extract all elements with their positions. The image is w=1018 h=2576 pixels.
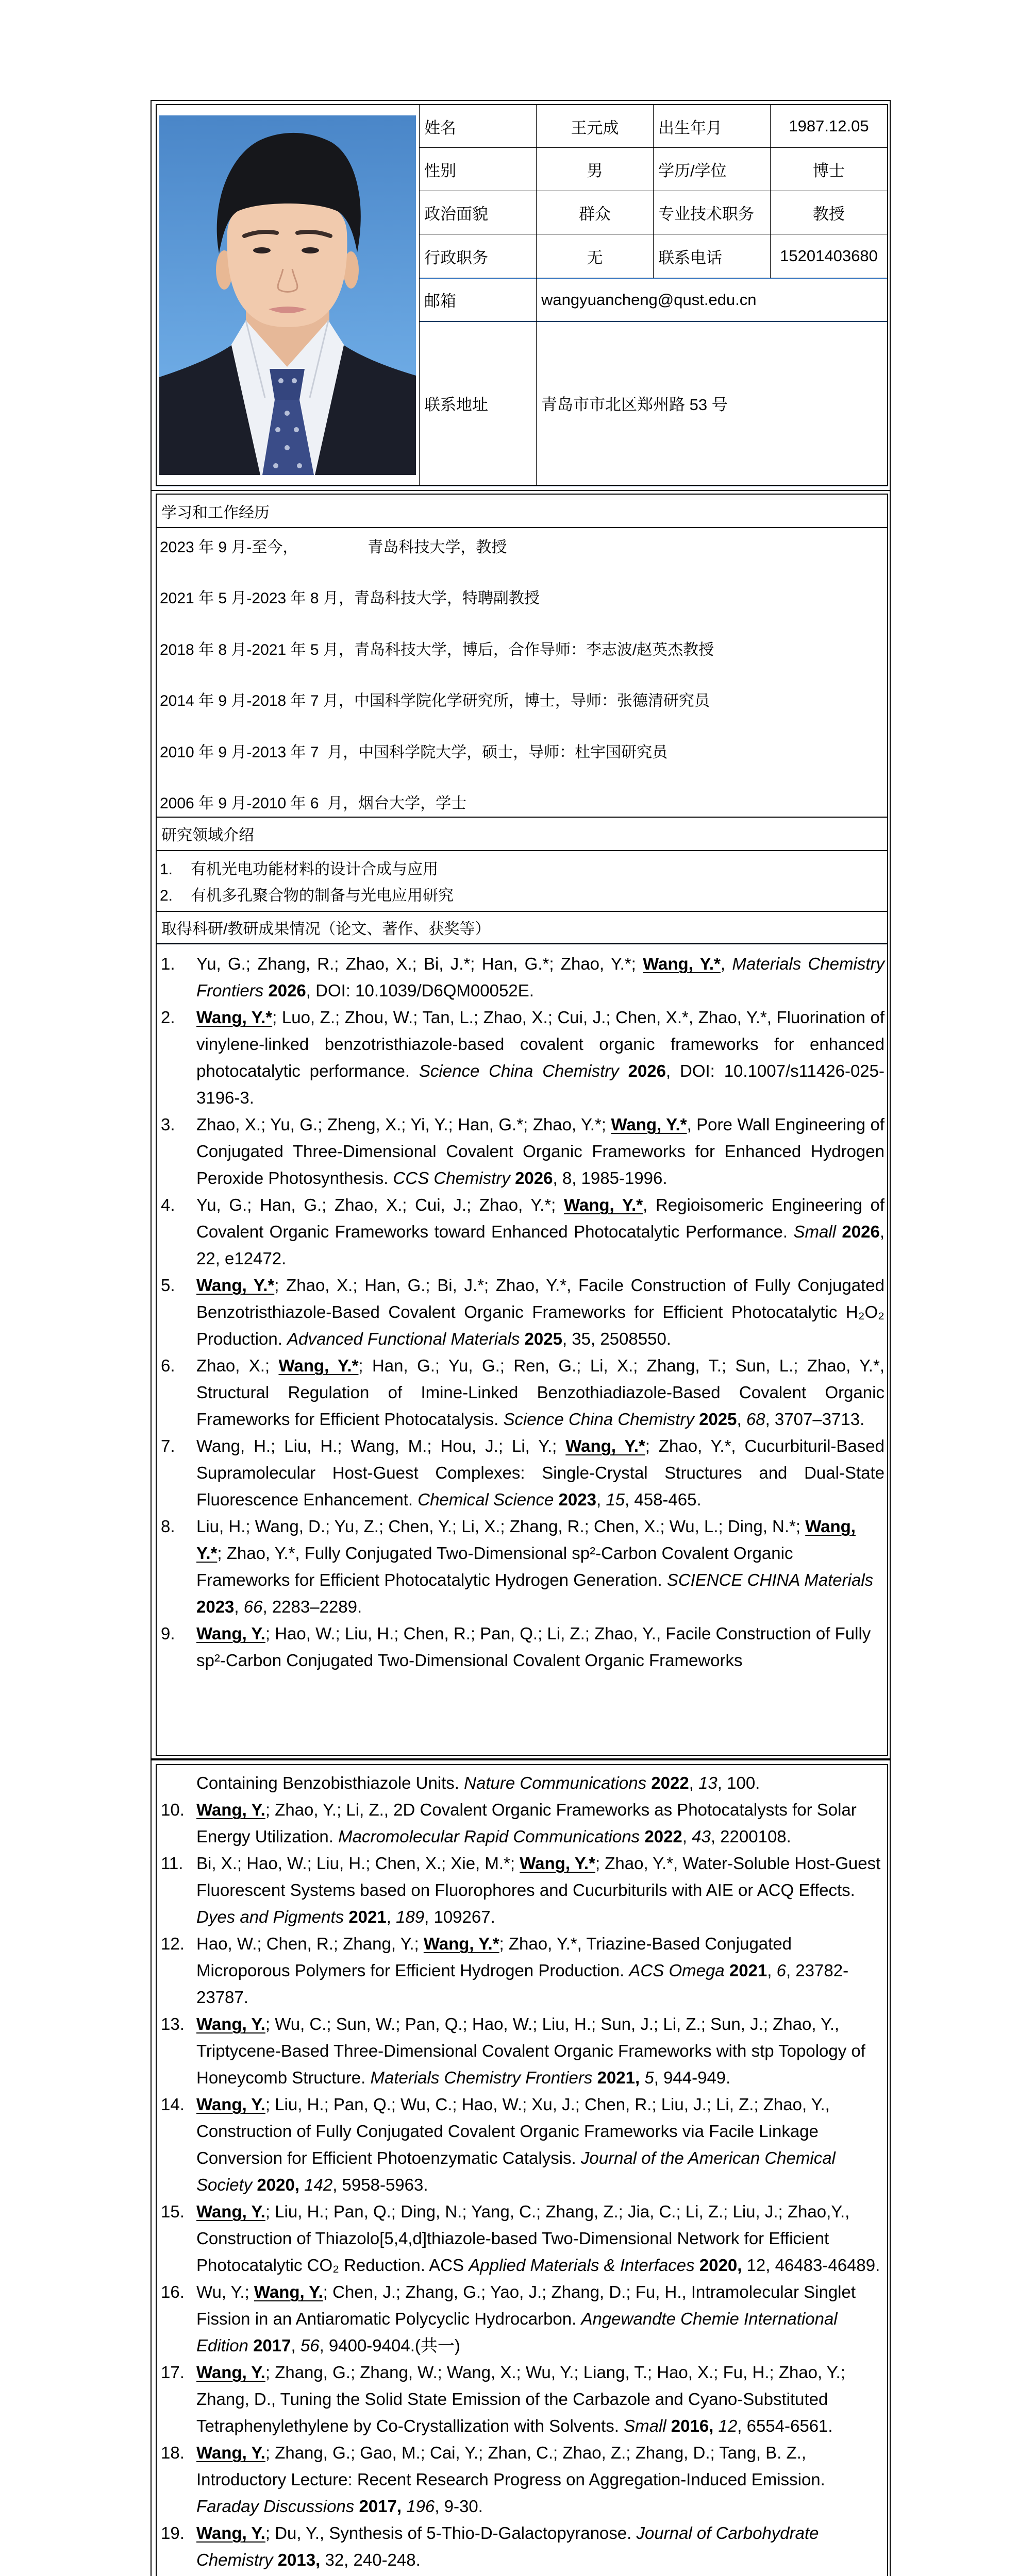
italic-segment: Small: [793, 1222, 836, 1241]
bold-year-segment: 2016,: [671, 2416, 714, 2435]
citation-text: Liu, H.; Wang, D.; Yu, Z.; Chen, Y.; Li, X.; Zhang, R.; Chen, X.; Wu, L.; Ding, N.*;: [196, 1516, 806, 1536]
admin-position-value: 无: [536, 234, 653, 278]
citation-text: ,: [386, 1907, 396, 1926]
italic-segment: Materials Chemistry Frontiers: [196, 954, 885, 1000]
publication-item: [161, 2198, 885, 2279]
citation-text: , 2200108.: [710, 1826, 791, 1846]
publication-list-continued: [161, 1797, 885, 2573]
citation-text: , Pore Wall Engineering of Conjugated Three-Dimensional Covalent Organic Frameworks for Enhanced Hydrogen Peroxide Photosynthesis.: [196, 1114, 885, 1188]
research-list: [157, 851, 887, 912]
citation-text: ; Zhao, X.; Han, G.; Bi, J.*; Zhao, Y.*, Facile Construction of Fully Conjugated Benzotristhiazole-Based Covalent Organic Frameworks for Efficient Photocatalytic H₂O₂ Production.: [196, 1275, 885, 1348]
self-author-highlight: Wang, Y.*: [565, 1436, 645, 1455]
publication-citation: [196, 1770, 885, 1797]
publication-citation: [196, 2011, 885, 2091]
citation-text: Yu, G.; Han, G.; Zhao, X.; Cui, J.; Zhao, Y.*;: [196, 1195, 564, 1214]
publication-item: [161, 1004, 885, 1111]
italic-segment: 142: [304, 2175, 333, 2194]
publication-number: 11.: [161, 1853, 183, 1873]
publication-citation: [196, 1111, 885, 1192]
citation-text: Wang, H.; Liu, H.; Wang, M.; Hou, J.; Li, Y.;: [196, 1436, 566, 1455]
experience-item: 2014 年 9 月-2018 年 7 月，中国科学院化学研究所，博士，导师：张德清研究员: [160, 692, 710, 710]
citation-text: , 458-465.: [625, 1489, 702, 1509]
publication-number: 17.: [161, 2362, 185, 2382]
bold-year-segment: 2026: [628, 1061, 666, 1080]
citation-text: Yu, G.; Zhang, R.; Zhao, X.; Bi, J.*; Han, G.*; Zhao, Y.*;: [196, 954, 643, 973]
self-author-highlight: Wang, Y.: [196, 2443, 265, 2462]
citation-text: ; Zhao, Y.; Li, Z., 2D Covalent Organic Frameworks as Photocatalysts for Solar Energy Utilization.: [196, 1800, 857, 1846]
photo-cell: [157, 105, 419, 485]
item-number: 1.: [160, 860, 173, 878]
publication-citation: [196, 1352, 885, 1433]
citation-text: , DOI: 10.1039/D6QM00052E.: [306, 980, 534, 1000]
publication-citation: [196, 1930, 885, 2011]
bold-year-segment: 2021,: [597, 2067, 640, 2087]
citation-text: , 9-30.: [435, 2496, 483, 2516]
citation-text: , 35, 2508550.: [562, 1329, 671, 1348]
citation-text: 12, 46483-46489.: [742, 2255, 880, 2275]
publication-item: [161, 1433, 885, 1513]
citation-text: [713, 2416, 718, 2435]
citation-text: Containing Benzobisthiazole Units.: [196, 1773, 464, 1792]
bold-year-segment: 2013,: [277, 2550, 321, 2569]
italic-segment: Science China Chemistry: [503, 1409, 694, 1429]
citation-text: , 6554-6561.: [737, 2416, 833, 2435]
publication-list-page-2: [157, 1765, 887, 2576]
publication-item: [161, 1513, 885, 1620]
citation-text: ; Zhang, G.; Gao, M.; Cai, Y.; Zhan, C.; Zhao, Z.; Zhang, D.; Tang, B. Z., Introductory Lecture: Recent Research Progress on Aggregation-Induced Emission.: [196, 2443, 825, 2489]
self-author-highlight: Wang, Y.: [196, 1800, 265, 1819]
citation-text: ; Hao, W.; Liu, H.; Chen, R.; Pan, Q.; Li, Z.; Zhao, Y., Facile Construction of Fully sp²-Carbon Conjugated Two-Dimensional Covalent Organic Frameworks: [196, 1623, 871, 1670]
italic-segment: CCS Chemistry: [393, 1168, 510, 1188]
citation-text: ,: [737, 1409, 746, 1429]
citation-text: ,: [682, 1826, 692, 1846]
italic-segment: Angewandte Chemie International Edition: [196, 2309, 838, 2355]
gender-value: 男: [536, 147, 653, 191]
bold-year-segment: 2020,: [699, 2255, 742, 2275]
italic-segment: 43: [692, 1826, 711, 1846]
citation-text: , 22, e12472.: [196, 1222, 885, 1268]
eye-left: [253, 247, 271, 253]
citation-text: [619, 1061, 628, 1080]
experience-item: 2018 年 8 月-2021 年 5 月，青岛科技大学，博后，合作导师：李志波/赵英杰教授: [160, 641, 714, 658]
birth-label: 出生年月: [653, 105, 770, 147]
self-author-highlight: Wang, Y.: [196, 1623, 265, 1643]
cv-sections-page-1: [156, 494, 888, 1756]
italic-segment: 6: [776, 1960, 786, 1980]
italic-segment: Small: [624, 2416, 666, 2435]
citation-text: ,: [234, 1597, 244, 1616]
citation-text: , 9400-9404.(共一): [319, 2335, 460, 2355]
address-value: 青岛市市北区郑州路 53 号: [536, 321, 887, 485]
experience-title: 学习和工作经历: [157, 495, 887, 528]
publication-citation: [196, 2279, 885, 2359]
citation-text: , DOI: 10.1007/s11426-025-3196-3.: [196, 1061, 885, 1107]
citation-text: Wu, Y.;: [196, 2282, 254, 2301]
citation-text: [554, 1490, 558, 1509]
bold-year-segment: 2022: [651, 1773, 689, 1792]
italic-segment: 189: [396, 1907, 425, 1926]
publication-item: [161, 2520, 885, 2573]
degree-value: 博士: [770, 147, 887, 191]
bold-year-segment: 2021: [729, 1960, 767, 1980]
italic-segment: 5: [644, 2067, 654, 2087]
publication-number: 16.: [161, 2282, 185, 2301]
bold-year-segment: 2017: [253, 2335, 291, 2355]
publication-citation: [196, 2520, 885, 2573]
italic-segment: Faraday Discussions: [196, 2496, 355, 2516]
citation-text: [836, 1222, 842, 1241]
bold-year-segment: 2025: [699, 1409, 737, 1429]
italic-segment: ACS Omega: [629, 1960, 725, 1980]
email-label: 邮箱: [419, 278, 536, 321]
publication-item: [161, 1620, 885, 1674]
publication-citation: [196, 951, 885, 1004]
citation-text: , 8, 1985-1996.: [553, 1168, 667, 1188]
portrait-photo: [159, 115, 416, 475]
citation-text: ; Zhang, G.; Zhang, W.; Wang, X.; Wu, Y.; Liang, T.; Hao, X.; Fu, H.; Zhao, Y.; Zhang, D., Tuning the Solid State Emission of the Carbazole and Cyano-Substituted Tetraphenylethylene by Co-Crystallization with Solvents.: [196, 2362, 845, 2435]
citation-text: ; Liu, H.; Pan, Q.; Wu, C.; Hao, W.; Xu, J.; Chen, R.; Liu, J.; Li, Z.; Zhao, Y., Construction of Fully Conjugated Covalent Organic Frameworks via Facile Linkage Conversion for Efficient Photoenzymatic Catalysis.: [196, 2094, 830, 2167]
bold-year-segment: 2026: [842, 1222, 880, 1241]
publication-item: [161, 2359, 885, 2439]
self-author-highlight: Wang, Y.*: [611, 1114, 687, 1134]
citation-text: ; Zhao, Y.*, Triazine-Based Conjugated Microporous Polymers for Efficient Hydrogen Production.: [196, 1934, 792, 1980]
italic-segment: 66: [243, 1597, 263, 1616]
citation-text: [263, 981, 268, 1000]
italic-segment: Applied Materials & Interfaces: [469, 2255, 695, 2275]
phone-label: 联系电话: [653, 234, 770, 278]
self-author-highlight: Wang, Y.*: [563, 1195, 643, 1214]
experience-item: 2010 年 9 月-2013 年 7 月，中国科学院大学，硕士，导师：杜宇国研究员: [160, 743, 668, 761]
publication-item: [161, 1797, 885, 1850]
citation-text: [402, 2497, 406, 2516]
research-item: [160, 883, 887, 909]
bold-year-segment: 2023: [196, 1597, 235, 1616]
publication-citation: [196, 1272, 885, 1352]
profile-table: [156, 104, 888, 486]
citation-text: [666, 2416, 671, 2435]
self-author-highlight: Wang, Y.: [196, 2523, 265, 2543]
citation-text: , 944-949.: [654, 2067, 731, 2087]
publication-number: 12.: [161, 1934, 185, 1953]
bold-year-segment: 2025: [524, 1329, 562, 1348]
citation-text: [646, 1773, 651, 1792]
italic-segment: 68: [746, 1409, 765, 1429]
italic-segment: Journal of the American Chemical Society: [196, 2148, 836, 2194]
page-1-frame: [151, 100, 891, 1759]
address-label: 联系地址: [419, 321, 536, 485]
publication-continuation-list: [161, 1770, 885, 1797]
citation-text: [695, 2256, 699, 2275]
citation-text: ; Wu, C.; Sun, W.; Pan, Q.; Hao, W.; Liu, H.; Sun, J.; Li, Z.; Sun, J.; Zhao, Y., Triptycene-Based Three-Dimensional Covalent Organic Frameworks with stp Topology of Honeycomb Structure.: [196, 2014, 865, 2087]
citation-text: [299, 2175, 304, 2194]
publication-number: 5.: [161, 1275, 175, 1295]
citation-text: , 23782-23787.: [196, 1960, 849, 2007]
citation-text: ,: [596, 1489, 606, 1509]
publication-item: [161, 2279, 885, 2359]
italic-segment: 56: [300, 2335, 320, 2355]
research-item: [160, 856, 887, 883]
bold-year-segment: 2023: [558, 1489, 596, 1509]
citation-text: [273, 2550, 278, 2569]
publication-citation: [196, 1850, 885, 1930]
citation-text: ,: [689, 1773, 699, 1792]
publication-item: [161, 2091, 885, 2198]
citation-text: [640, 1827, 644, 1846]
publication-number: 7.: [161, 1436, 175, 1455]
citation-text: ; Chen, J.; Zhang, G.; Yao, J.; Zhang, D.; Fu, H., Intramolecular Singlet Fission in an Antiaromatic Polycyclic Hydrocarbon.: [196, 2282, 856, 2328]
citation-text: ,: [720, 954, 732, 973]
self-author-highlight: Wang, Y.*: [520, 1853, 595, 1873]
publication-citation: [196, 1192, 885, 1272]
birth-value: 1987.12.05: [770, 105, 887, 147]
citation-text: Zhao, X.;: [196, 1355, 279, 1375]
publication-number: 10.: [161, 1800, 185, 1819]
citation-text: [252, 2175, 257, 2194]
political-status-label: 政治面貌: [419, 191, 536, 234]
publication-item: [161, 1930, 885, 2011]
item-text: 有机多孔聚合物的制备与光电应用研究: [191, 887, 454, 904]
citation-text: , 5958-5963.: [332, 2175, 428, 2194]
experience-item: 2023 年 9 月-至今， 青岛科技大学，教授: [160, 539, 507, 556]
publication-number: 1.: [161, 954, 175, 973]
italic-segment: 13: [698, 1773, 717, 1792]
italic-segment: Science China Chemistry: [419, 1061, 619, 1080]
bold-year-segment: 2017,: [359, 2496, 402, 2516]
citation-text: , 3707–3713.: [765, 1409, 865, 1429]
degree-label: 学历/学位: [653, 147, 770, 191]
achievements-title: 取得科研/教研成果情况（论文、著作、获奖等）: [157, 912, 887, 944]
self-author-highlight: Wang, Y.: [196, 2094, 265, 2114]
phone-value: 15201403680: [770, 234, 887, 278]
publication-citation: [196, 1433, 885, 1513]
publication-list-page-1: [157, 944, 887, 1755]
italic-segment: Journal of Carbohydrate Chemistry: [196, 2523, 819, 2569]
citation-text: ; Du, Y., Synthesis of 5-Thio-D-Galactopyranose.: [265, 2523, 637, 2543]
publication-citation: [196, 1004, 885, 1111]
citation-text: [640, 2068, 644, 2087]
publication-item: [161, 951, 885, 1004]
publication-number: [161, 1770, 196, 1797]
italic-segment: 15: [606, 1489, 625, 1509]
citation-text: [344, 1907, 348, 1926]
bold-year-segment: 2022: [644, 1826, 682, 1846]
italic-segment: 196: [406, 2496, 435, 2516]
bold-year-segment: 2026: [268, 980, 306, 1000]
publication-citation: [196, 2359, 885, 2439]
citation-text: , Regioisomeric Engineering of Covalent Organic Frameworks toward Enhanced Photocatalytic Performance.: [196, 1195, 885, 1241]
italic-segment: Materials Chemistry Frontiers: [370, 2067, 593, 2087]
publication-number: 13.: [161, 2014, 185, 2033]
citation-text: ; Han, G.; Yu, G.; Ren, G.; Li, X.; Zhang, T.; Sun, L.; Zhao, Y.*, Structural Regulation of Imine-Linked Benzothiadiazole-Based Covalent Organic Frameworks for Efficient Photocatalysis.: [196, 1355, 885, 1429]
professional-title-label: 专业技术职务: [653, 191, 770, 234]
publication-number: 3.: [161, 1114, 175, 1134]
publication-number: 15.: [161, 2201, 185, 2221]
citation-text: [592, 2068, 597, 2087]
publication-citation: [196, 1797, 885, 1850]
italic-segment: Dyes and Pigments: [196, 1907, 344, 1926]
publication-item: [161, 2439, 885, 2520]
gender-label: 性别: [419, 147, 536, 191]
publication-item: [161, 1111, 885, 1192]
publication-item: [161, 1272, 885, 1352]
citation-text: , 109267.: [424, 1907, 495, 1926]
eye-right: [302, 247, 319, 253]
self-author-highlight: Wang, Y.*: [278, 1355, 359, 1375]
self-author-highlight: Wang, Y.*: [423, 1934, 499, 1953]
citation-text: [510, 1168, 515, 1188]
citation-text: [694, 1410, 699, 1429]
citation-text: , 100.: [717, 1773, 760, 1792]
political-status-value: 群众: [536, 191, 653, 234]
publication-continuation: [161, 1770, 885, 1797]
admin-position-label: 行政职务: [419, 234, 536, 278]
citation-text: ; Liu, H.; Pan, Q.; Ding, N.; Yang, C.; Zhang, Z.; Jia, C.; Li, Z.; Liu, J.; Zhao,Y., Construction of Thiazolo[5,4,d]thiazole-based Two-Dimensional Network for Efficient Photocatalytic CO₂ Reduction. ACS: [196, 2201, 850, 2275]
italic-segment: SCIENCE CHINA Materials: [666, 1570, 874, 1589]
citation-text: Hao, W.; Chen, R.; Zhang, Y.;: [196, 1934, 424, 1953]
name-value: 王元成: [536, 105, 653, 147]
citation-text: [725, 1961, 729, 1980]
publication-number: 6.: [161, 1355, 175, 1375]
citation-text: ; Luo, Z.; Zhou, W.; Tan, L.; Zhao, X.; Cui, J.; Chen, X.*, Zhao, Y.*, Fluorination of vinylene-linked benzotristhiazole-based covalent organic frameworks for enhanced photocatalytic performance.: [196, 1007, 885, 1080]
italic-segment: Advanced Functional Materials: [287, 1329, 520, 1348]
publication-citation: [196, 1513, 885, 1620]
cv-sections-page-2: [156, 1764, 888, 2576]
citation-text: [520, 1329, 524, 1348]
citation-text: ; Zhao, Y.*, Water-Soluble Host-Guest Fluorescent Systems based on Fluorophores and Cucurbiturils with AIE or ACQ Effects.: [196, 1853, 881, 1900]
italic-segment: Chemical Science: [418, 1489, 554, 1509]
publication-citation: [196, 2439, 885, 2520]
italic-segment: Macromolecular Rapid Communications: [338, 1826, 640, 1846]
publication-number: 4.: [161, 1195, 175, 1214]
self-author-highlight: Wang, Y.: [196, 2362, 265, 2382]
self-author-highlight: Wang, Y.: [196, 2201, 265, 2221]
frame-divider: [152, 490, 890, 491]
professional-title-value: 教授: [770, 191, 887, 234]
citation-text: ; Zhao, Y.*, Fully Conjugated Two-Dimensional sp²-Carbon Covalent Organic Frameworks for Efficient Photocatalytic Hydrogen Generation.: [196, 1543, 793, 1589]
publication-number: 14.: [161, 2094, 185, 2114]
page-2-frame: [151, 1759, 891, 2576]
italic-segment: 12: [718, 2416, 738, 2435]
bold-year-segment: 2026: [515, 1168, 553, 1188]
citation-text: Bi, X.; Hao, W.; Liu, H.; Chen, X.; Xie, M.*;: [196, 1853, 520, 1873]
citation-text: 32, 240-248.: [320, 2550, 421, 2569]
italic-segment: Nature Communications: [464, 1773, 647, 1792]
publication-item: [161, 2011, 885, 2091]
publication-number: 19.: [161, 2523, 185, 2543]
publication-citation: [196, 1620, 885, 1674]
name-label: 姓名: [419, 105, 536, 147]
publication-number: 9.: [161, 1623, 175, 1643]
self-author-highlight: Wang, Y.: [254, 2282, 323, 2301]
cv-document: [151, 100, 891, 2576]
publication-number: 2.: [161, 1007, 175, 1027]
email-value: wangyuancheng@qust.edu.cn: [536, 278, 887, 321]
publication-item: [161, 1192, 885, 1272]
self-author-highlight: Wang, Y.*: [196, 1275, 275, 1295]
citation-text: ,: [291, 2335, 301, 2355]
self-author-highlight: Wang, Y.*: [196, 1007, 273, 1027]
citation-text: Zhao, X.; Yu, G.; Zheng, X.; Yi, Y.; Han, G.*; Zhao, Y.*;: [196, 1114, 611, 1134]
research-title: 研究领域介绍: [157, 818, 887, 851]
self-author-highlight: Wang, Y.*: [196, 1516, 856, 1563]
experience-item: 2021 年 5 月-2023 年 8 月，青岛科技大学，特聘副教授: [160, 590, 540, 607]
publication-citation: [196, 2091, 885, 2198]
bold-year-segment: 2020,: [257, 2175, 299, 2194]
bold-year-segment: 2021: [348, 1907, 387, 1926]
citation-text: [248, 2336, 253, 2355]
citation-text: ,: [767, 1960, 777, 1980]
publication-item: [161, 1850, 885, 1930]
experience-list: [157, 528, 887, 818]
item-number: 2.: [160, 887, 173, 904]
citation-text: , 2283–2289.: [262, 1597, 362, 1616]
citation-text: ; Zhao, Y.*, Cucurbituril-Based Supramolecular Host-Guest Complexes: Single-Crystal Structures and Dual-State Fluorescence Enhancement.: [196, 1436, 885, 1509]
publication-number: 18.: [161, 2443, 185, 2462]
experience-item: 2006 年 9 月-2010 年 6 月，烟台大学，学士: [160, 794, 467, 812]
self-author-highlight: Wang, Y.*: [643, 954, 721, 973]
publication-item: [161, 1352, 885, 1433]
self-author-highlight: Wang, Y.: [196, 2014, 265, 2033]
publication-citation: [196, 2198, 885, 2279]
item-text: 有机光电功能材料的设计合成与应用: [191, 860, 438, 878]
publication-number: 8.: [161, 1516, 175, 1536]
